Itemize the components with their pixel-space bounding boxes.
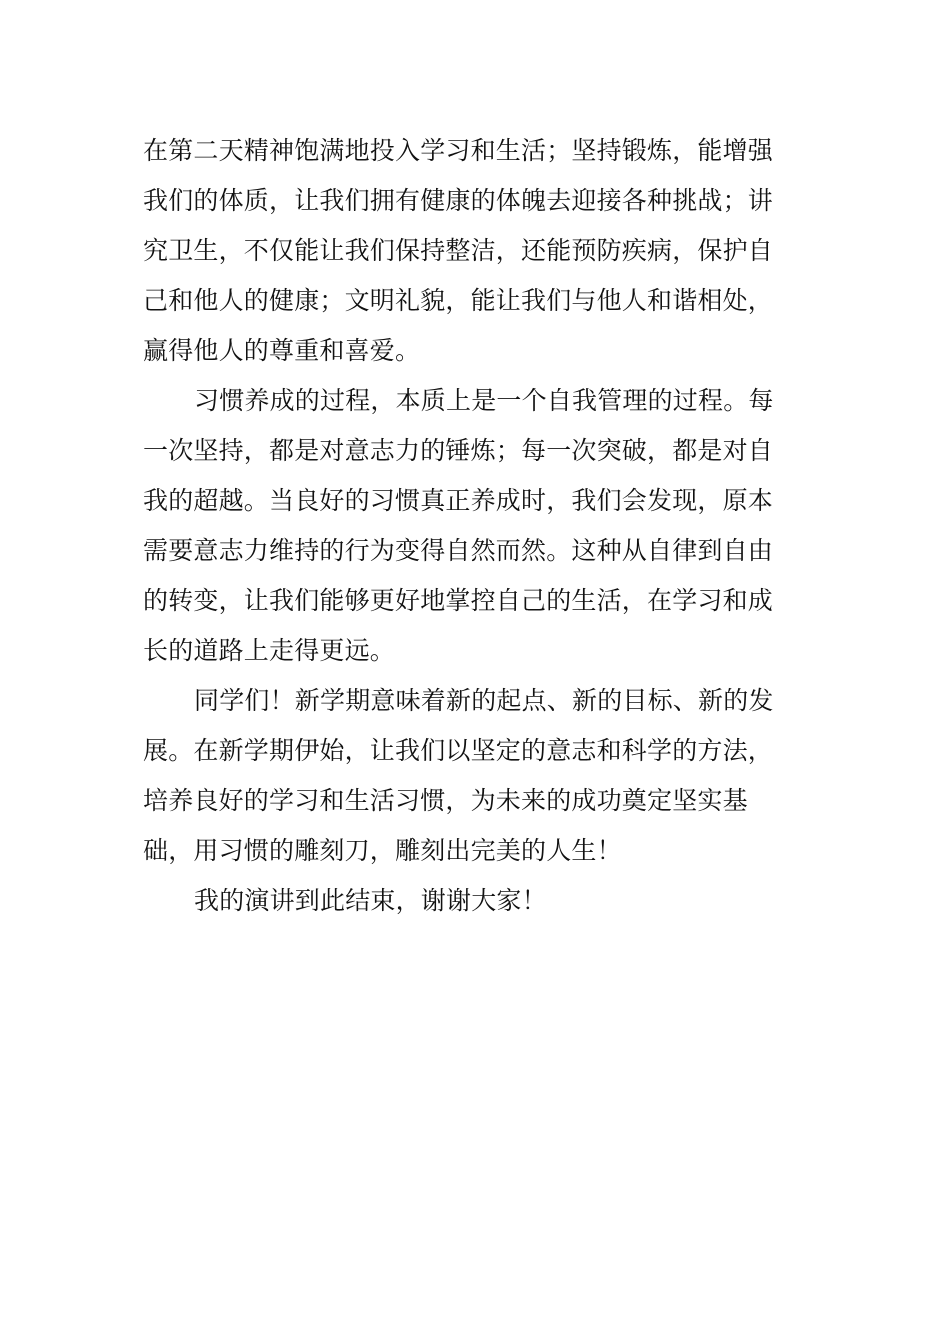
text-line: 我的超越。当良好的习惯真正养成时，我们会发现，原本 <box>143 486 774 515</box>
text-line: 培养良好的学习和生活习惯，为未来的成功奠定坚实基 <box>143 786 748 815</box>
text-line: 长的道路上走得更远。 <box>143 636 396 665</box>
text-line: 习惯养成的过程，本质上是一个自我管理的过程。每 <box>194 386 774 415</box>
paragraph-4 <box>143 876 793 926</box>
document-body <box>143 126 793 926</box>
paragraph-3 <box>143 676 793 876</box>
paragraph-2 <box>143 376 793 676</box>
text-line: 础，用习惯的雕刻刀，雕刻出完美的人生！ <box>143 836 622 865</box>
text-line: 赢得他人的尊重和喜爱。 <box>143 336 421 365</box>
text-line: 己和他人的健康；文明礼貌，能让我们与他人和谐相处， <box>143 286 774 315</box>
text-line: 的转变，让我们能够更好地掌控自己的生活，在学习和成 <box>143 586 774 615</box>
text-line: 究卫生，不仅能让我们保持整洁，还能预防疾病，保护自 <box>143 236 774 265</box>
text-line: 我的演讲到此结束，谢谢大家！ <box>194 886 547 915</box>
text-line: 展。在新学期伊始，让我们以坚定的意志和科学的方法， <box>143 736 774 765</box>
text-line: 需要意志力维持的行为变得自然而然。这种从自律到自由 <box>143 536 774 565</box>
paragraph-1 <box>143 126 793 376</box>
text-line: 在第二天精神饱满地投入学习和生活；坚持锻炼，能增强 <box>143 136 774 165</box>
text-line: 同学们！新学期意味着新的起点、新的目标、新的发 <box>194 686 774 715</box>
text-line: 一次坚持，都是对意志力的锤炼；每一次突破，都是对自 <box>143 436 774 465</box>
text-line: 我们的体质，让我们拥有健康的体魄去迎接各种挑战；讲 <box>143 186 774 215</box>
